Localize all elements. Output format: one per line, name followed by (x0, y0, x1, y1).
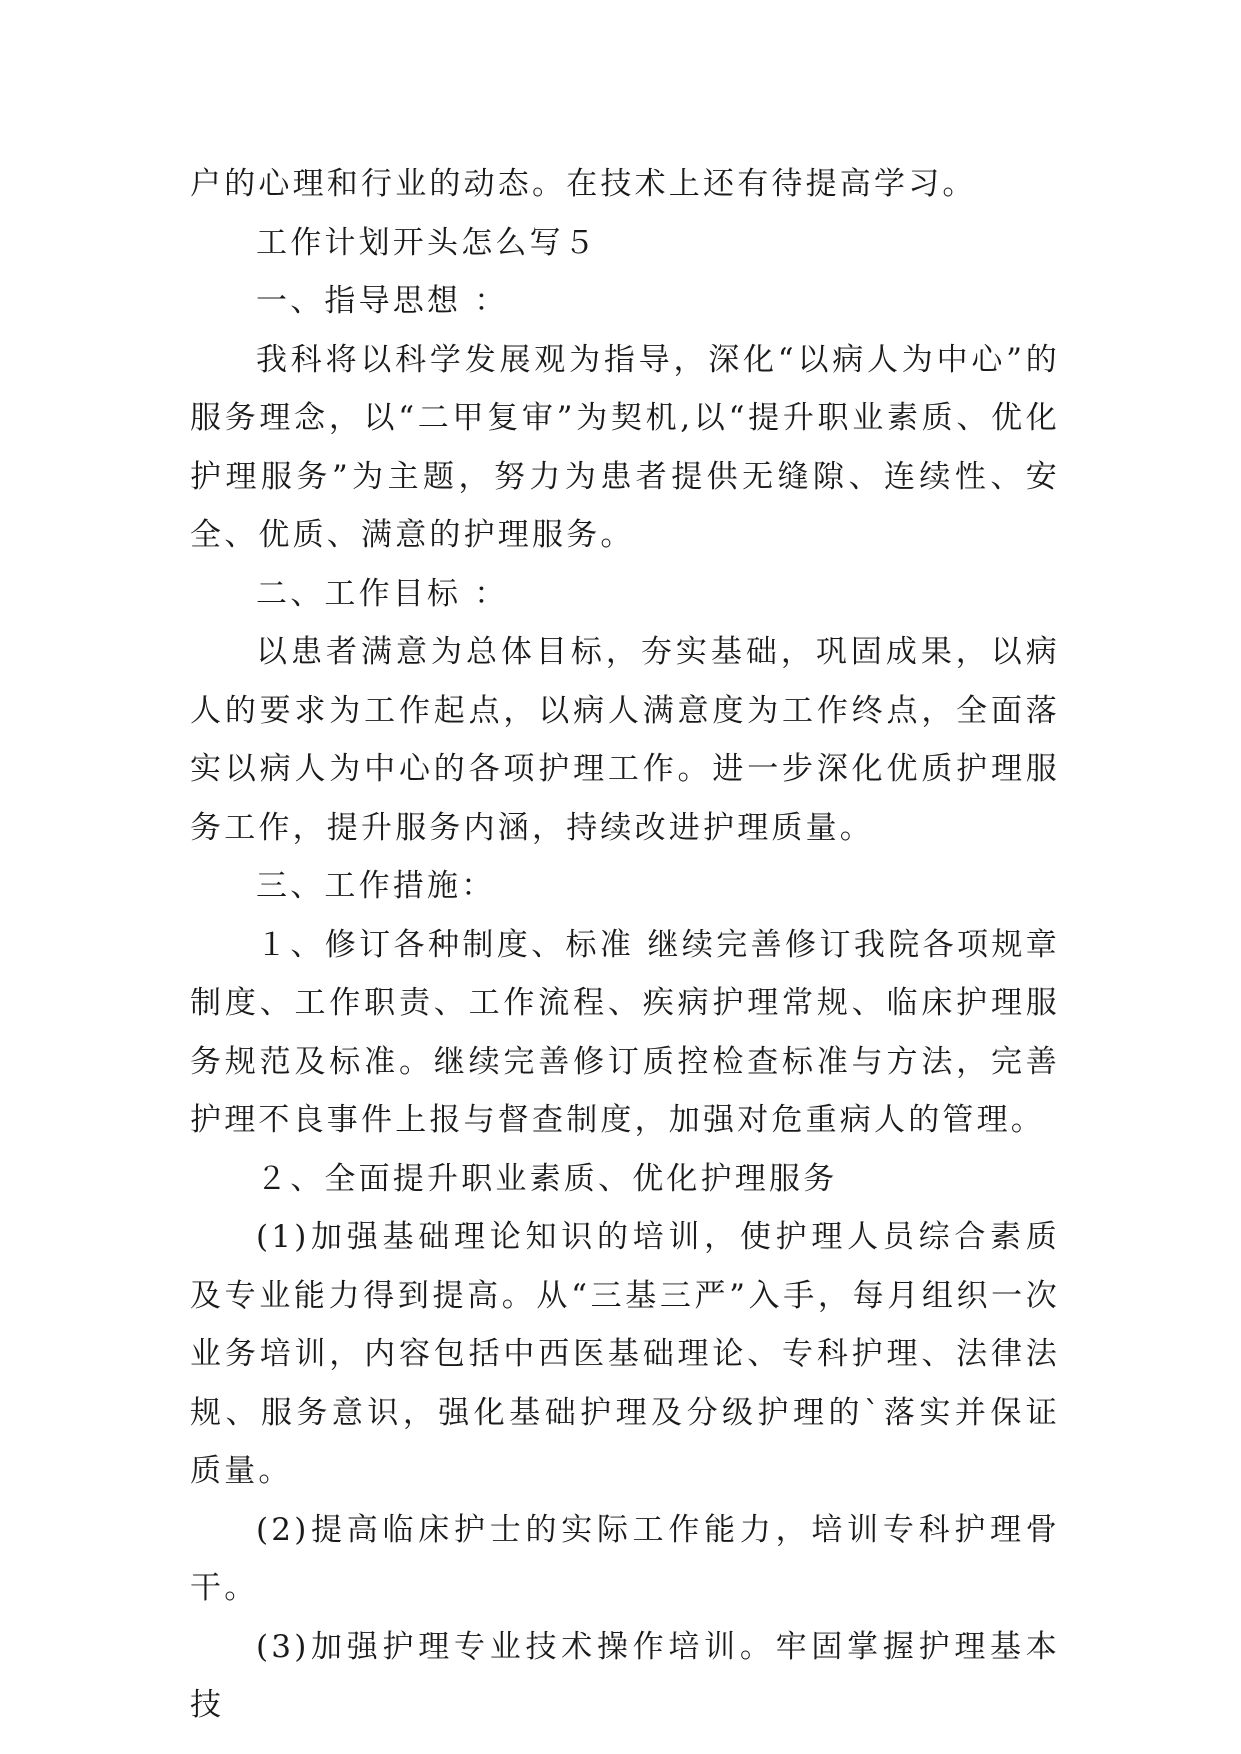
paragraph: 我科将以科学发展观为指导，深化“以病人为中心”的服务理念，以“二甲复审”为契机,以“提升职业素质、优化护理服务”为主题，努力为患者提供无缝隙、连续性、安全、优质、满意的护理服务。 (190, 341, 1060, 553)
paragraph: (3)加强护理专业技术操作培训。牢固掌握护理基本技 (190, 1628, 1060, 1723)
paragraph: 户的心理和行业的动态。在技术上还有待提高学习。 (190, 166, 977, 202)
section-heading: 三、工作措施： (256, 868, 496, 904)
section-heading: 二、工作目标 ： (256, 575, 509, 612)
paragraph: (1)加强基础理论知识的培训，使护理人员综合素质及专业能力得到提高。从“三基三严”入手，每月组织一次业务培训，内容包括中西医基础理论、专科护理、法律法规、服务意识，强化基础护理及分级护理的`落实并保证质量。 (190, 1219, 1060, 1489)
document-body (190, 155, 1060, 1735)
section-heading: 一、指导思想 ： (256, 283, 509, 319)
section-heading: ２、全面提升职业素质、优化护理服务 (256, 1160, 838, 1197)
section-heading: 工作计划开头怎么写５ (256, 224, 598, 261)
paragraph: 以患者满意为总体目标，夯实基础，巩固成果，以病人的要求为工作起点，以病人满意度为工作终点，全面落实以病人为中心的各项护理工作。进一步深化优质护理服务工作，提升服务内涵，持续改进护理质量。 (190, 634, 1060, 846)
paragraph: １、修订各种制度、标准 继续完善修订我院各项规章制度、工作职责、工作流程、疾病护理常规、临床护理服务规范及标准。继续完善修订质控检查标准与方法，完善护理不良事件上报与督查制度，加强对危重病人的管理。 (190, 926, 1060, 1138)
paragraph: (2)提高临床护士的实际工作能力，培训专科护理骨干。 (190, 1511, 1060, 1606)
